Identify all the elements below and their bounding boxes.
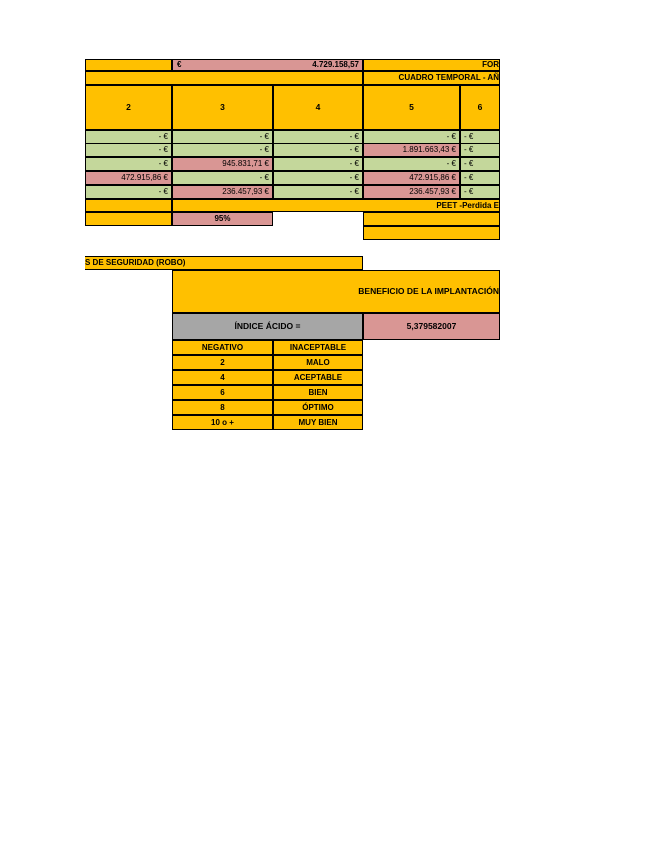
scale-rating-label: INACEPTABLE [289, 342, 347, 352]
table-cell-value: - € [158, 132, 168, 141]
scale-score-label: 6 [220, 387, 225, 397]
peet-label: PEET -Perdida E [436, 200, 499, 210]
scale-score [172, 385, 273, 400]
table-cell-value: 236.457,93 € [409, 187, 456, 196]
table-cell [85, 143, 172, 157]
scale-rating [273, 340, 363, 355]
scale-score [172, 400, 273, 415]
table-cell-value: - € [259, 145, 269, 154]
table-cell [460, 130, 500, 144]
scale-rating [273, 370, 363, 385]
scale-score [172, 340, 273, 355]
table-cell-value: - € [446, 159, 456, 168]
table-cell [172, 171, 273, 185]
scale-score-label: 10 o + [211, 417, 234, 427]
indice-label: ÍNDICE ÁCIDO = [234, 321, 301, 332]
table-cell [172, 130, 273, 144]
seguridad-title-cell [85, 256, 363, 270]
table-cell [363, 157, 460, 171]
cuadro-title-cell [363, 71, 500, 85]
scale-score [172, 370, 273, 385]
column-header-label: 3 [220, 102, 225, 113]
column-header-label: 4 [315, 102, 321, 113]
table-cell-value: - € [349, 159, 359, 168]
table-cell-value: 236.457,93 € [222, 187, 269, 196]
table-cell [273, 185, 363, 199]
table-cell [363, 130, 460, 144]
cuadro-title: CUADRO TEMPORAL - AÑ [398, 73, 499, 82]
table-cell [363, 143, 460, 157]
table-cell-value: 472.915,86 € [409, 173, 456, 182]
table-cell [460, 143, 500, 157]
table-cell-value: - € [349, 145, 359, 154]
table-cell-value: - € [158, 159, 168, 168]
seguridad-title: S DE SEGURIDAD (ROBO) [85, 258, 186, 267]
table-cell-value: 472.915,86 € [121, 173, 168, 182]
table-cell [460, 171, 500, 185]
column-header [172, 85, 273, 130]
percent-left-cell [85, 212, 172, 226]
scale-score-label: 2 [220, 357, 225, 367]
column-header [273, 85, 363, 130]
table-cell-value: - € [158, 187, 168, 196]
peet-label-cell [172, 199, 500, 212]
peet-block-1 [363, 212, 500, 226]
currency-symbol: € [177, 60, 182, 69]
scale-score-label: NEGATIVO [201, 342, 244, 352]
column-header [85, 85, 172, 130]
table-cell [460, 157, 500, 171]
percent-cell [172, 212, 273, 226]
peet-block-2 [363, 226, 500, 240]
table-cell [273, 157, 363, 171]
total-value: 4.729.158,57 [312, 60, 359, 69]
cuadro-left-cell [85, 71, 363, 85]
top-left-cell [85, 59, 172, 71]
table-cell-value: 1.891.663,43 € [402, 145, 456, 154]
table-cell [363, 185, 460, 199]
table-cell-value: - € [464, 173, 474, 182]
table-cell [172, 185, 273, 199]
indice-value: 5,379582007 [406, 321, 457, 332]
scale-score [172, 415, 273, 430]
table-cell [273, 143, 363, 157]
table-cell [85, 185, 172, 199]
scale-rating-label: MALO [306, 357, 330, 367]
for-label-cell [363, 59, 500, 71]
table-cell-value: - € [446, 132, 456, 141]
table-cell-value: - € [464, 132, 474, 141]
column-header-label: 5 [409, 102, 414, 113]
scale-rating [273, 415, 363, 430]
table-cell-value: 945.831,71 € [222, 159, 269, 168]
percent-value: 95% [214, 214, 231, 223]
table-cell-value: - € [464, 159, 474, 168]
total-cell [172, 59, 363, 71]
table-cell [172, 143, 273, 157]
table-cell [85, 157, 172, 171]
scale-rating [273, 355, 363, 370]
peet-left-cell [85, 199, 172, 212]
table-cell [363, 171, 460, 185]
table-cell-value: - € [259, 173, 269, 182]
scale-rating [273, 400, 363, 415]
column-header [460, 85, 500, 130]
scale-score [172, 355, 273, 370]
beneficio-label: BENEFICIO DE LA IMPLANTACIÓN [358, 286, 499, 297]
table-cell [85, 171, 172, 185]
table-cell [460, 185, 500, 199]
column-header-label: 6 [477, 102, 483, 113]
table-cell [85, 130, 172, 144]
table-cell-value: - € [349, 173, 359, 182]
table-cell-value: - € [259, 132, 269, 141]
scale-score-label: 8 [220, 402, 225, 412]
table-cell [273, 171, 363, 185]
scale-rating-label: ÓPTIMO [302, 402, 334, 412]
table-cell [172, 157, 273, 171]
indice-label-cell [172, 313, 363, 340]
table-cell [273, 130, 363, 144]
scale-rating-label: ACEPTABLE [293, 372, 343, 382]
beneficio-cell [172, 270, 500, 313]
column-header [363, 85, 460, 130]
table-cell-value: - € [349, 187, 359, 196]
table-cell-value: - € [349, 132, 359, 141]
indice-value-cell [363, 313, 500, 340]
for-label: FOR [482, 60, 499, 69]
table-cell-value: - € [158, 145, 168, 154]
scale-rating [273, 385, 363, 400]
scale-score-label: 4 [220, 372, 225, 382]
column-header-label: 2 [126, 102, 131, 113]
scale-rating-label: MUY BIEN [298, 417, 338, 427]
table-cell-value: - € [464, 187, 474, 196]
table-cell-value: - € [464, 145, 474, 154]
scale-rating-label: BIEN [308, 387, 328, 397]
